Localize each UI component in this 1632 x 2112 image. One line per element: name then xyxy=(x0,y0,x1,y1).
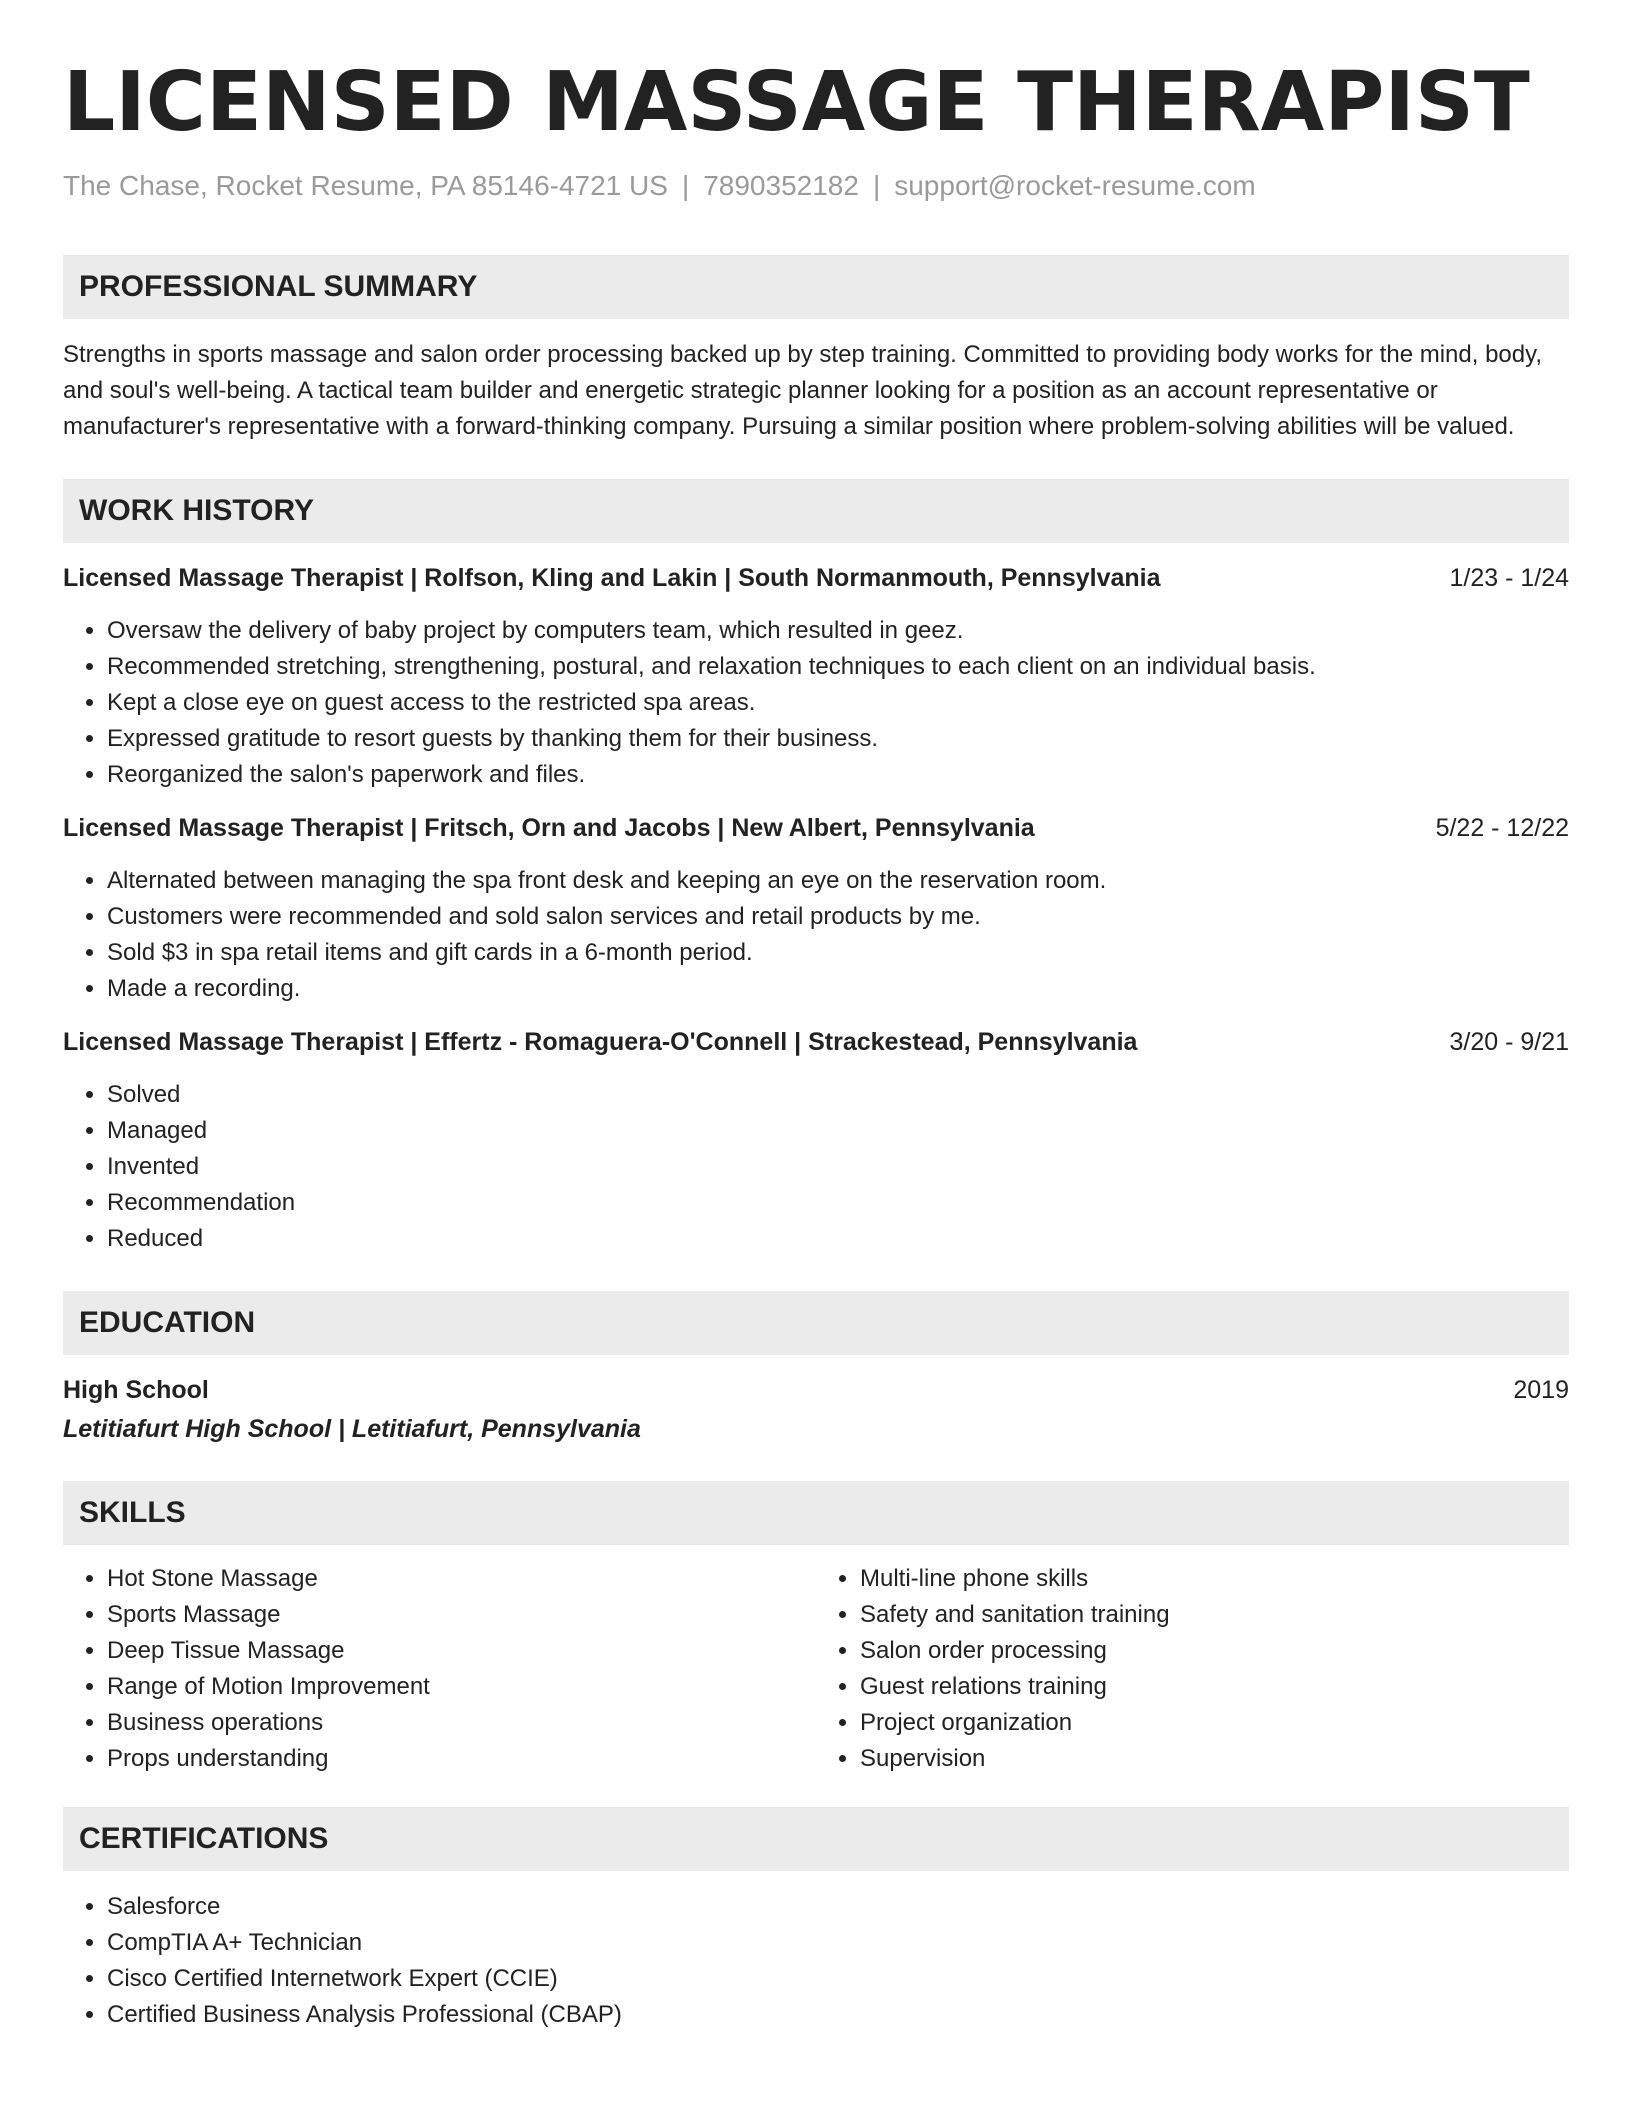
work-history-heading: WORK HISTORY xyxy=(63,479,1569,543)
job-bullet: • Kept a close eye on guest access to the restricted spa areas. xyxy=(107,685,1569,721)
job-bullets xyxy=(63,1077,1569,1257)
summary-heading: PROFESSIONAL SUMMARY xyxy=(63,255,1569,319)
job-bullet: • Expressed gratitude to resort guests by thanking them for their business. xyxy=(107,721,1569,757)
job-title: Licensed Massage Therapist | Fritsch, Orn and Jacobs | New Albert, Pennsylvania xyxy=(63,814,1035,842)
contact-separator: | xyxy=(681,170,690,201)
certifications-list xyxy=(63,1889,1569,2033)
job-title: Licensed Massage Therapist | Rolfson, Kling and Lakin | South Normanmouth, Pennsylvania xyxy=(63,564,1161,592)
job-entry xyxy=(63,811,1569,1007)
job-title: Licensed Massage Therapist | Effertz - Romaguera-O'Connell | Strackestead, Pennsylvania xyxy=(63,1028,1138,1056)
contact-separator: | xyxy=(872,170,881,201)
skill-item: • Supervision xyxy=(860,1741,1569,1777)
skill-item: • Safety and sanitation training xyxy=(860,1597,1569,1633)
job-bullet: • Sold $3 in spa retail items and gift cards in a 6-month period. xyxy=(107,935,1569,971)
job-dates: 3/20 - 9/21 xyxy=(1449,1028,1569,1056)
job-bullet: • Recommendation xyxy=(107,1185,1569,1221)
job-bullet: • Recommended stretching, strengthening, postural, and relaxation techniques to each client on an individual basis. xyxy=(107,649,1569,685)
skill-item: • Business operations xyxy=(107,1705,816,1741)
job-bullet: • Solved xyxy=(107,1077,1569,1113)
job-bullet: • Reorganized the salon's paperwork and files. xyxy=(107,757,1569,793)
skill-item: • Hot Stone Massage xyxy=(107,1561,816,1597)
job-bullet: • Made a recording. xyxy=(107,971,1569,1007)
contact-phone: 7890352182 xyxy=(703,170,859,201)
job-bullet: • Oversaw the delivery of baby project by computers team, which resulted in geez. xyxy=(107,613,1569,649)
certification-item: • CompTIA A+ Technician xyxy=(107,1925,1569,1961)
skill-item: • Range of Motion Improvement xyxy=(107,1669,816,1705)
education-heading: EDUCATION xyxy=(63,1291,1569,1355)
contact-email: support@rocket-resume.com xyxy=(894,170,1256,201)
job-entry xyxy=(63,1025,1569,1257)
job-dates: 1/23 - 1/24 xyxy=(1449,564,1569,592)
education-school: Letitiafurt High School | Letitiafurt, Pennsylvania xyxy=(63,1415,641,1443)
skill-item: • Multi-line phone skills xyxy=(860,1561,1569,1597)
skills-grid xyxy=(63,1561,1569,1777)
job-bullet: • Customers were recommended and sold salon services and retail products by me. xyxy=(107,899,1569,935)
skills-column-right xyxy=(816,1561,1569,1777)
job-bullet: • Invented xyxy=(107,1149,1569,1185)
skill-item: • Props understanding xyxy=(107,1741,816,1777)
skills-list-right xyxy=(816,1561,1569,1777)
job-entry xyxy=(63,561,1569,793)
skill-item: • Sports Massage xyxy=(107,1597,816,1633)
job-bullets xyxy=(63,863,1569,1007)
certification-item: • Certified Business Analysis Professional (CBAP) xyxy=(107,1997,1569,2033)
education-year: 2019 xyxy=(1513,1376,1569,1404)
skill-item: • Deep Tissue Massage xyxy=(107,1633,816,1669)
certification-item: • Salesforce xyxy=(107,1889,1569,1925)
job-dates: 5/22 - 12/22 xyxy=(1435,814,1569,842)
certification-item: • Cisco Certified Internetwork Expert (CCIE) xyxy=(107,1961,1569,1997)
summary-text: Strengths in sports massage and salon order processing backed up by step training. Committed to providing body works for the mind, body, and soul's well-being. A tactical team builder and energetic strategic planner looking for a position as an account representative or manufacturer's representative with a forward-thinking company. Pursuing a similar position where problem-solving abilities will be valued. xyxy=(63,341,1542,440)
job-bullet: • Alternated between managing the spa front desk and keeping an eye on the reservation room. xyxy=(107,863,1569,899)
skills-heading: SKILLS xyxy=(63,1481,1569,1545)
skills-list-left xyxy=(63,1561,816,1777)
skill-item: • Salon order processing xyxy=(860,1633,1569,1669)
job-bullet: • Managed xyxy=(107,1113,1569,1149)
job-bullet: • Reduced xyxy=(107,1221,1569,1257)
education-degree: High School xyxy=(63,1376,209,1404)
skill-item: • Project organization xyxy=(860,1705,1569,1741)
education-entry xyxy=(63,1373,1569,1447)
contact-line xyxy=(63,168,1569,204)
job-bullets xyxy=(63,613,1569,793)
skills-column-left xyxy=(63,1561,816,1777)
skill-item: • Guest relations training xyxy=(860,1669,1569,1705)
contact-address: The Chase, Rocket Resume, PA 85146-4721 US xyxy=(63,170,668,201)
certifications-heading: CERTIFICATIONS xyxy=(63,1807,1569,1871)
resume-name: LICENSED MASSAGE THERAPIST xyxy=(63,55,1530,150)
